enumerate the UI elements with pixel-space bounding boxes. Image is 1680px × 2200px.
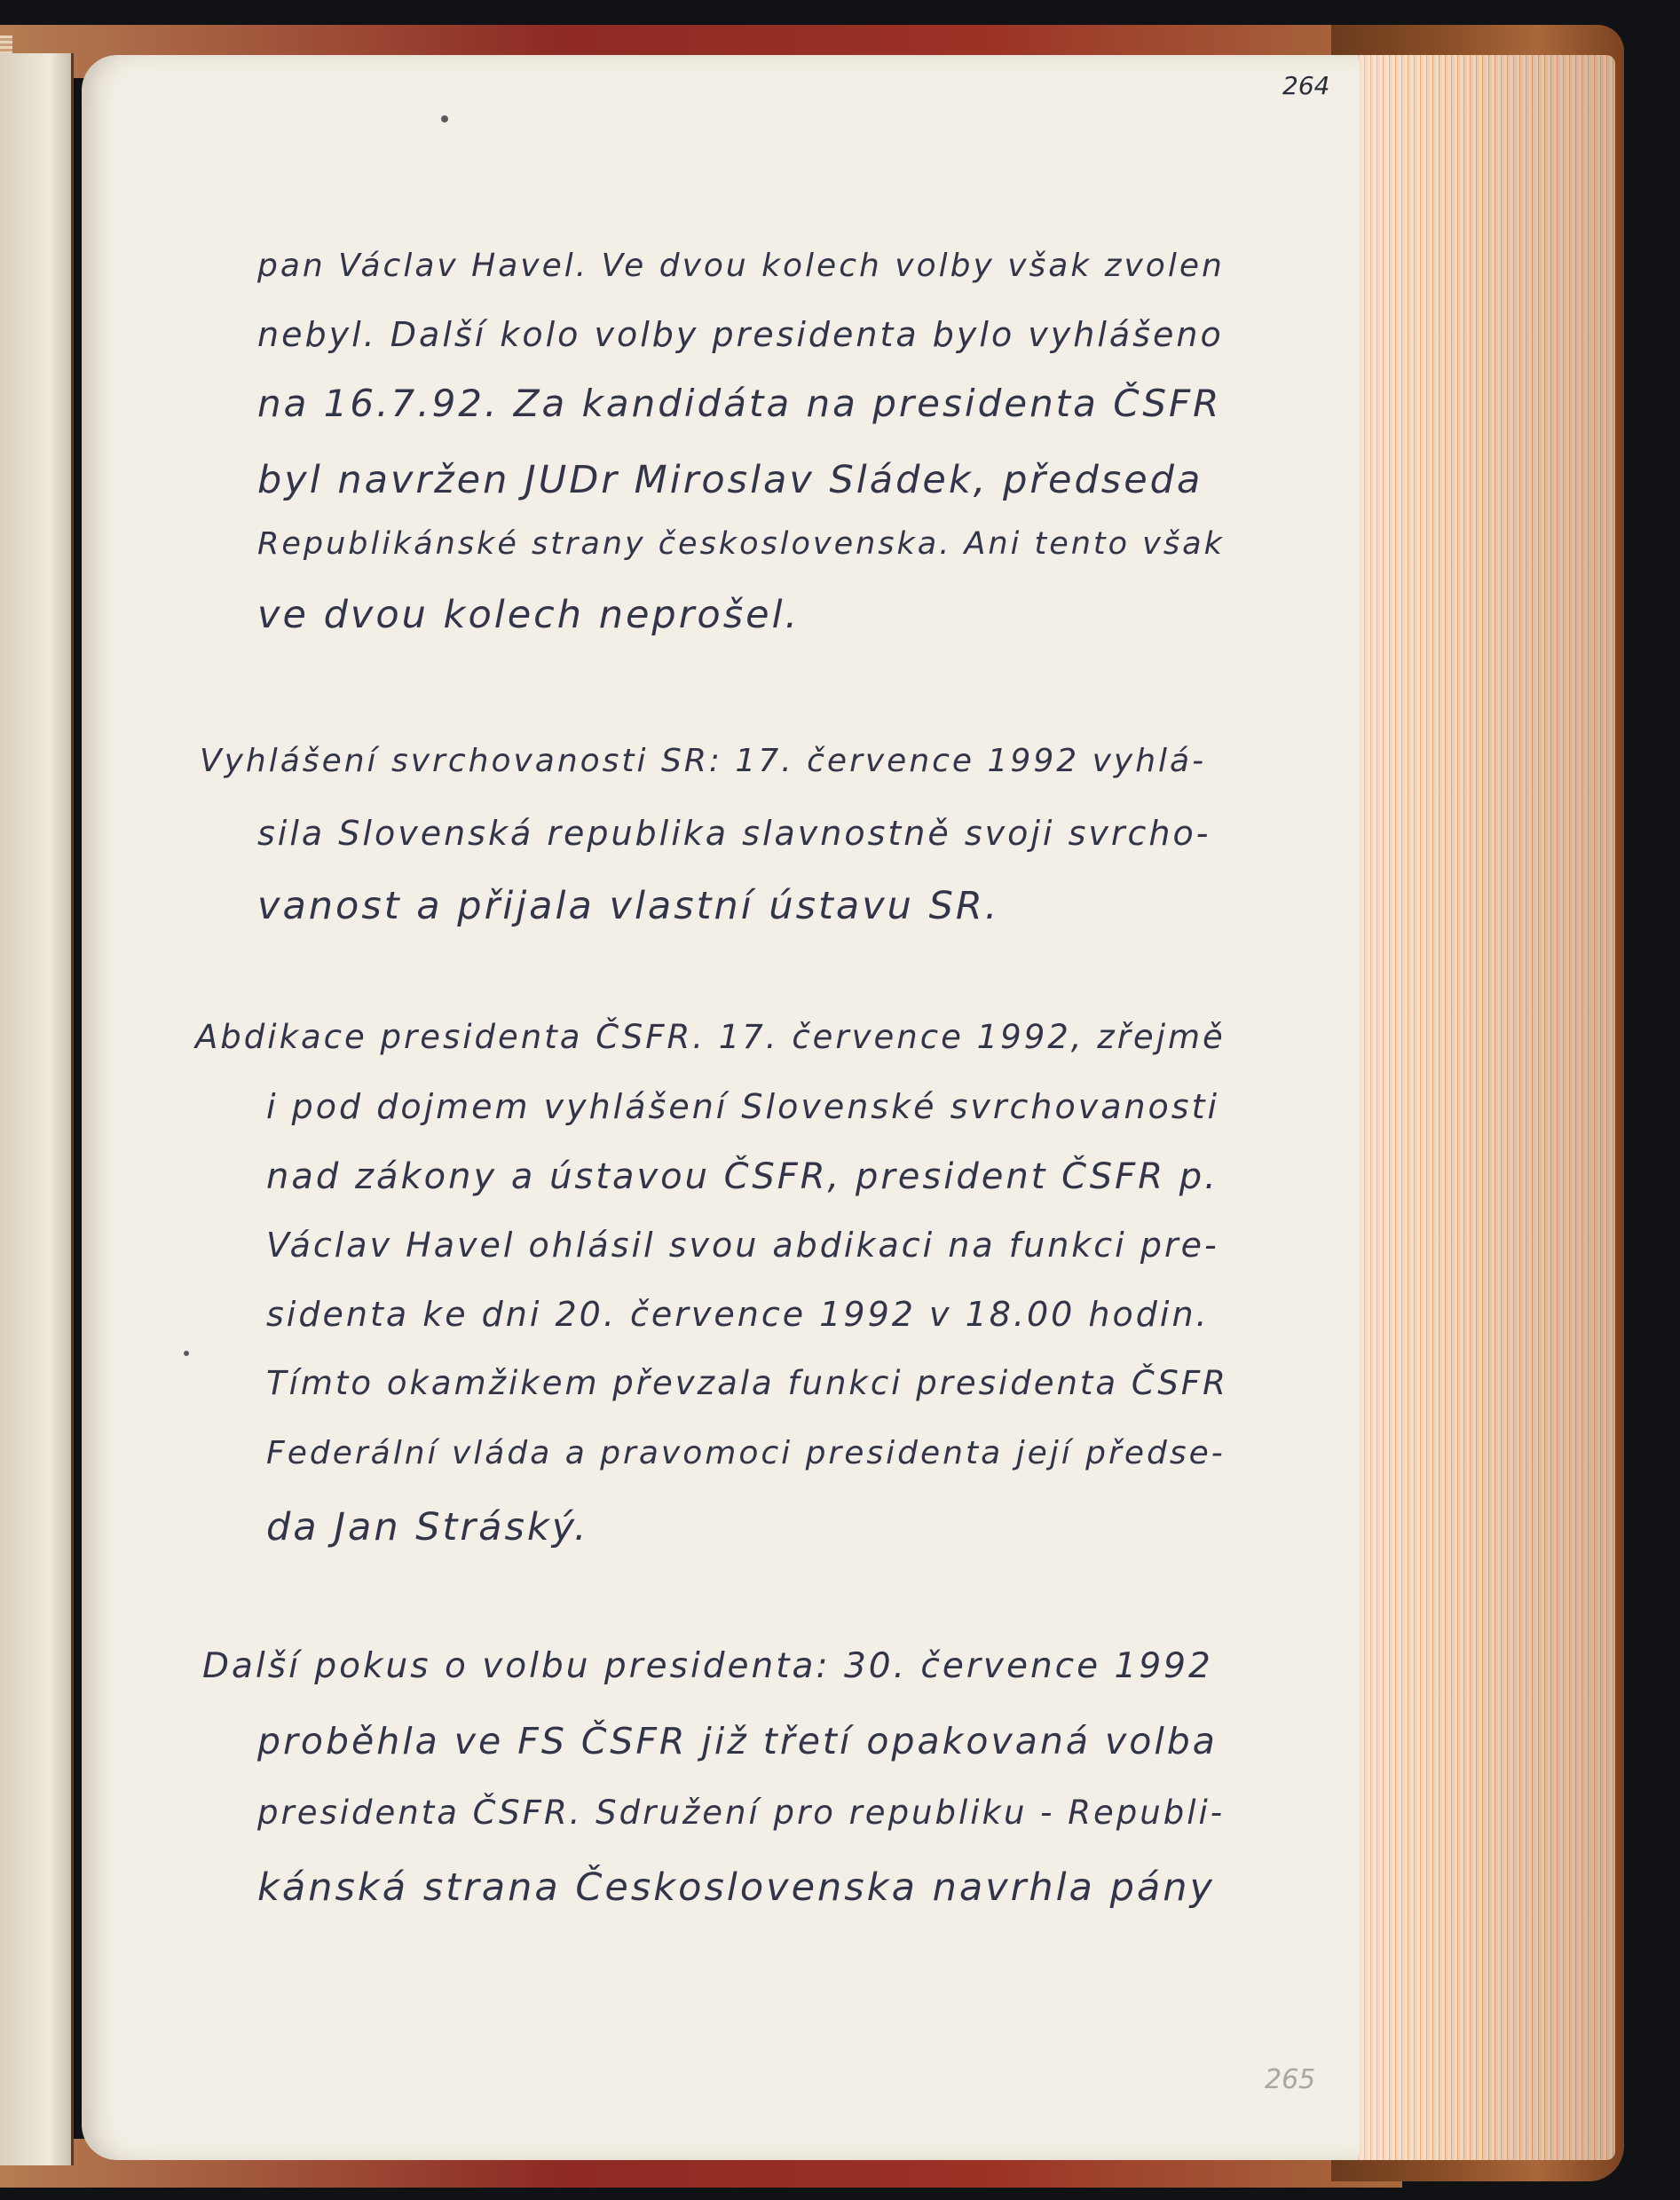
handwritten-line: sidenta ke dni 20. července 1992 v 18.00 hodin. bbox=[266, 1295, 1210, 1334]
handwritten-line: Republikánské strany československa. Ani tento však bbox=[257, 526, 1225, 562]
page-number: 264 bbox=[1282, 71, 1330, 100]
left-facing-page bbox=[0, 53, 74, 2165]
handwritten-line: Tímto okamžikem převzala funkci presidenta ČSFR bbox=[266, 1364, 1228, 1402]
page-block-shading bbox=[1349, 55, 1615, 2160]
ink-dot bbox=[184, 1351, 189, 1356]
handwritten-line: nad zákony a ústavou ČSFR, president ČSFR p. bbox=[266, 1156, 1219, 1197]
handwritten-line: Václav Havel ohlásil svou abdikaci na funkci pre- bbox=[266, 1226, 1219, 1265]
handwritten-line: vanost a přijala vlastní ústavu SR. bbox=[257, 884, 1000, 928]
handwritten-line: nebyl. Další kolo volby presidenta bylo vyhlášeno bbox=[257, 315, 1224, 354]
handwritten-line: Federální vláda a pravomoci presidenta její předse- bbox=[266, 1435, 1226, 1471]
handwritten-line: Další pokus o volbu presidenta: 30. července 1992 bbox=[202, 1646, 1213, 1686]
handwritten-line: i pod dojmem vyhlášení Slovenské svrchovanosti bbox=[266, 1087, 1220, 1126]
handwritten-line: da Jan Stráský. bbox=[266, 1505, 589, 1549]
handwritten-line: ve dvou kolech neprošel. bbox=[257, 593, 801, 637]
folio-number: 265 bbox=[1265, 2064, 1316, 2095]
handwritten-line: pan Václav Havel. Ve dvou kolech volby však zvolen bbox=[257, 248, 1225, 284]
handwritten-line: kánská strana Československa navrhla pány bbox=[257, 1865, 1215, 1910]
handwritten-line: na 16.7.92. Za kandidáta na presidenta ČSFR bbox=[257, 382, 1222, 425]
ink-dot bbox=[441, 115, 448, 122]
handwritten-line: Vyhlášení svrchovanosti SR: 17. července 1992 vyhlá- bbox=[200, 743, 1207, 779]
handwritten-line: sila Slovenská republika slavnostně svoji svrcho- bbox=[257, 814, 1211, 853]
handwritten-line: proběhla ve FS ČSFR již třetí opakovaná volba bbox=[257, 1720, 1218, 1762]
handwritten-line: presidenta ČSFR. Sdružení pro republiku - Republi- bbox=[257, 1794, 1226, 1832]
handwritten-line: Abdikace presidenta ČSFR. 17. července 1992, zřejmě bbox=[195, 1018, 1226, 1056]
handwritten-line: byl navržen JUDr Miroslav Sládek, předseda bbox=[257, 458, 1203, 502]
